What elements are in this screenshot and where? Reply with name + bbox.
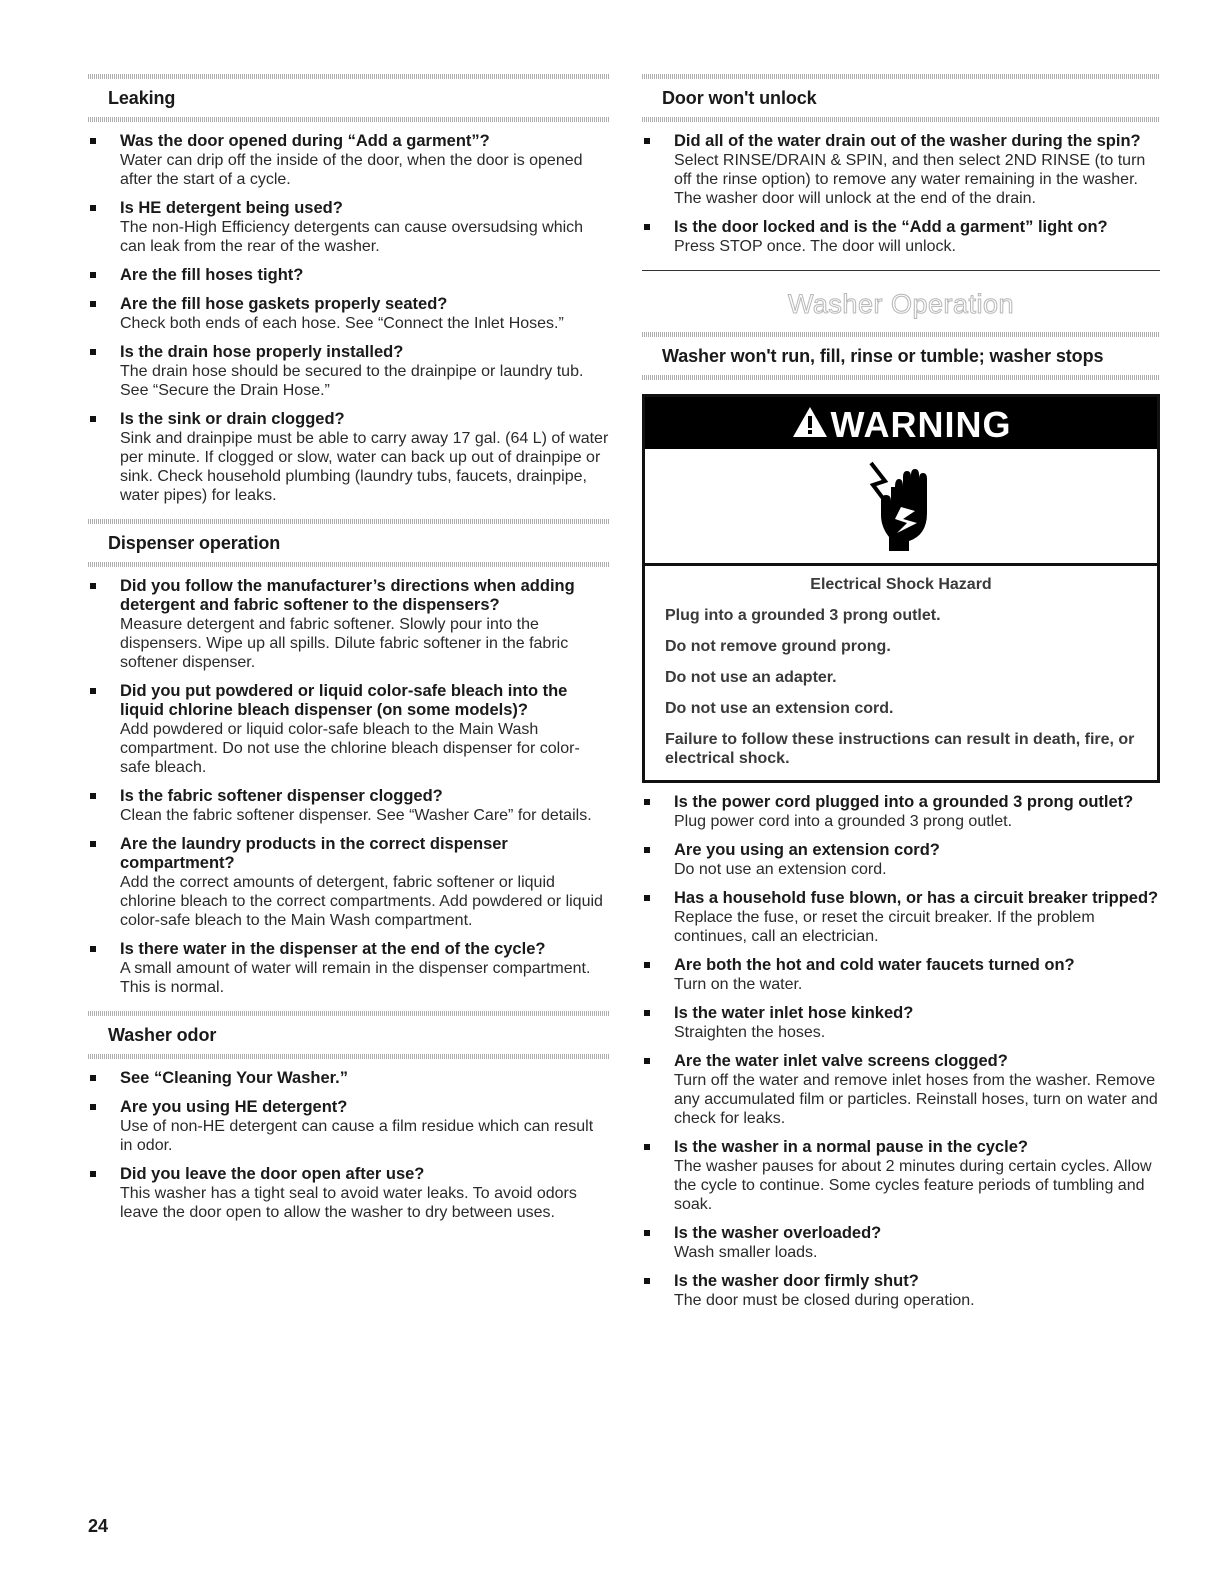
list-item: [88, 199, 610, 256]
list-item: [88, 266, 610, 285]
answer: The door must be closed during operation.: [674, 1292, 975, 1309]
list-item: [88, 682, 610, 777]
answer: Clean the fabric softener dispenser. See “Washer Care” for details.: [120, 807, 592, 824]
bullet-icon: [90, 205, 96, 211]
question: Is the door locked and is the “Add a garment” light on?: [674, 218, 1108, 236]
section-door-wont-unlock: [642, 74, 1160, 256]
warning-line: Plug into a grounded 3 prong outlet.: [665, 607, 941, 624]
list-item: [642, 218, 1160, 256]
list-item: [88, 343, 610, 400]
answer: Press STOP once. The door will unlock.: [674, 238, 956, 255]
question: Did you leave the door open after use?: [120, 1165, 425, 1183]
item-list: [642, 132, 1160, 256]
section-leaking: [88, 74, 610, 505]
question: Are the fill hoses tight?: [120, 266, 304, 284]
question: Has a household fuse blown, or has a circuit breaker tripped?: [674, 889, 1159, 907]
question: Are the water inlet valve screens clogged?: [674, 1052, 1008, 1070]
bullet-icon: [90, 841, 96, 847]
bullet-icon: [90, 301, 96, 307]
section-title: Door won't unlock: [662, 88, 817, 108]
warning-content: [645, 563, 1157, 780]
bullet-icon: [90, 272, 96, 278]
list-item: [642, 793, 1160, 831]
question: Is the washer overloaded?: [674, 1224, 882, 1242]
question: Are both the hot and cold water faucets turned on?: [674, 956, 1075, 974]
question: Are the laundry products in the correct dispenser compartment?: [120, 835, 508, 872]
list-item: [642, 1224, 1160, 1262]
list-item: [642, 889, 1160, 946]
list-item: [88, 132, 610, 189]
divider: [642, 270, 1160, 271]
question: Is the power cord plugged into a grounded 3 prong outlet?: [674, 793, 1134, 811]
page-number: 24: [88, 1516, 109, 1536]
section-rule-bottom: [88, 562, 610, 567]
item-list: [88, 1069, 610, 1222]
question: Did you follow the manufacturer’s directions when adding detergent and fabric softener to the dispensers?: [120, 577, 575, 614]
section-title: Dispenser operation: [108, 533, 281, 553]
bullet-icon: [644, 799, 650, 805]
answer: Add the correct amounts of detergent, fabric softener or liquid chlorine bleach to the correct compartments. Add powdered or liquid color-safe bleach to the Main Wash compartment.: [120, 874, 603, 929]
section-rule-top: [642, 332, 1160, 337]
question: Are the fill hose gaskets properly seated?: [120, 295, 448, 313]
answer: Measure detergent and fabric softener. Slowly pour into the dispensers. Wipe up all spills. Dilute fabric softener in the fabric softener dispenser.: [120, 616, 569, 671]
electrical-shock-icon: [861, 457, 941, 556]
list-item: [88, 577, 610, 672]
warning-line: Do not use an extension cord.: [665, 700, 894, 717]
bullet-icon: [90, 138, 96, 144]
section-rule-top: [88, 1011, 610, 1016]
answer: Check both ends of each hose. See “Connect the Inlet Hoses.”: [120, 315, 564, 332]
item-list: [88, 132, 610, 505]
section-rule-bottom: [642, 375, 1160, 380]
question: Is the water inlet hose kinked?: [674, 1004, 914, 1022]
bullet-icon: [90, 583, 96, 589]
answer: This washer has a tight seal to avoid water leaks. To avoid odors leave the door open to allow the washer to dry between uses.: [120, 1185, 577, 1221]
question: Is HE detergent being used?: [120, 199, 343, 217]
list-item: [88, 835, 610, 930]
question: See “Cleaning Your Washer.”: [120, 1069, 349, 1087]
bullet-icon: [90, 688, 96, 694]
question: Are you using HE detergent?: [120, 1098, 348, 1116]
question: Was the door opened during “Add a garment”?: [120, 132, 490, 150]
list-item: [88, 787, 610, 825]
bullet-icon: [90, 1171, 96, 1177]
answer: A small amount of water will remain in the dispenser compartment. This is normal.: [120, 960, 591, 996]
bullet-icon: [644, 1058, 650, 1064]
answer: Select RINSE/DRAIN & SPIN, and then select 2ND RINSE (to turn off the rinse option) to remove any water remaining in the washer. The washer door will unlock at the end of the drain.: [674, 152, 1146, 207]
answer: The drain hose should be secured to the drainpipe or laundry tub. See “Secure the Drain Hose.”: [120, 363, 584, 399]
list-item: [642, 1272, 1160, 1310]
bullet-icon: [644, 138, 650, 144]
answer: Wash smaller loads.: [674, 1244, 818, 1261]
bullet-icon: [90, 1075, 96, 1081]
warning-label: WARNING: [830, 404, 1012, 445]
warning-icon-band: [645, 449, 1157, 563]
list-item: [88, 940, 610, 997]
question: Is the washer door firmly shut?: [674, 1272, 919, 1290]
warning-triangle-icon: [791, 399, 829, 455]
question: Is there water in the dispenser at the end of the cycle?: [120, 940, 546, 958]
bullet-icon: [90, 349, 96, 355]
list-item: [642, 1138, 1160, 1214]
list-item: [88, 1069, 610, 1088]
question: Are you using an extension cord?: [674, 841, 940, 859]
section-rule-bottom: [88, 1054, 610, 1059]
section-rule-bottom: [642, 117, 1160, 122]
question: Did all of the water drain out of the washer during the spin?: [674, 132, 1141, 150]
answer: Replace the fuse, or reset the circuit breaker. If the problem continues, call an electrician.: [674, 909, 1095, 945]
bullet-icon: [644, 1278, 650, 1284]
list-item: [642, 841, 1160, 879]
question: Did you put powdered or liquid color-safe bleach into the liquid chlorine bleach dispenser (on some models)?: [120, 682, 568, 719]
list-item: [88, 1165, 610, 1222]
section-rule-bottom: [88, 117, 610, 122]
section-rule-top: [642, 74, 1160, 79]
answer: Straighten the hoses.: [674, 1024, 826, 1041]
bullet-icon: [90, 946, 96, 952]
left-column: [88, 74, 610, 1236]
item-list: [88, 577, 610, 997]
warning-line: Do not use an adapter.: [665, 669, 837, 686]
list-item: [642, 1052, 1160, 1128]
question: Is the sink or drain clogged?: [120, 410, 345, 428]
list-item: [642, 132, 1160, 208]
bullet-icon: [90, 1104, 96, 1110]
warning-box: [642, 394, 1160, 783]
answer: The non-High Efficiency detergents can cause oversudsing which can leak from the rear of the washer.: [120, 219, 584, 255]
bullet-icon: [90, 793, 96, 799]
list-item: [88, 1098, 610, 1155]
answer: Add powdered or liquid color-safe bleach to the Main Wash compartment. Do not use the chlorine bleach dispenser for color-safe bleach.: [120, 721, 580, 776]
list-item: [88, 410, 610, 505]
section-washer-odor: [88, 1011, 610, 1222]
section-washer-wont-run: [642, 332, 1160, 380]
bullet-icon: [90, 416, 96, 422]
list-item: [642, 956, 1160, 994]
section-dispenser-operation: [88, 519, 610, 997]
bullet-icon: [644, 1010, 650, 1016]
warning-subtitle: Electrical Shock Hazard: [810, 576, 992, 593]
answer: The washer pauses for about 2 minutes during certain cycles. Allow the cycle to continue. Some cycles feature periods of tumbling and soak.: [674, 1158, 1152, 1213]
bullet-icon: [644, 224, 650, 230]
section-rule-top: [88, 519, 610, 524]
bullet-icon: [644, 1230, 650, 1236]
bullet-icon: [644, 1144, 650, 1150]
warning-line: Failure to follow these instructions can result in death, fire, or electrical shock.: [665, 731, 1135, 767]
answer: Turn on the water.: [674, 976, 803, 993]
bullet-icon: [644, 962, 650, 968]
list-item: [642, 1004, 1160, 1042]
bullet-icon: [644, 895, 650, 901]
section-title: Washer odor: [108, 1025, 217, 1045]
answer: Turn off the water and remove inlet hoses from the washer. Remove any accumulated film or particles. Reinstall hoses, turn on water and check for leaks.: [674, 1072, 1158, 1127]
bullet-icon: [644, 847, 650, 853]
list-item: [88, 295, 610, 333]
section-title: Washer won't run, fill, rinse or tumble; washer stops: [662, 346, 1104, 366]
answer: Water can drip off the inside of the door, when the door is opened after the start of a cycle.: [120, 152, 583, 188]
section-rule-top: [88, 74, 610, 79]
warning-line: Do not remove ground prong.: [665, 638, 891, 655]
answer: Sink and drainpipe must be able to carry away 17 gal. (64 L) of water per minute. If clogged or slow, water can back up out of drainpipe or sink. Check household plumbing (laundry tubs, faucets, drainpipe, water pipes) for leaks.: [120, 430, 609, 504]
page-section-heading: Washer Operation: [787, 289, 1015, 319]
question: Is the washer in a normal pause in the cycle?: [674, 1138, 1028, 1156]
right-column: [642, 74, 1160, 1310]
answer: Plug power cord into a grounded 3 prong outlet.: [674, 813, 1013, 830]
question: Is the drain hose properly installed?: [120, 343, 404, 361]
item-list: [642, 793, 1160, 1310]
question: Is the fabric softener dispenser clogged?: [120, 787, 443, 805]
section-title: Leaking: [108, 88, 176, 108]
answer: Do not use an extension cord.: [674, 861, 887, 878]
warning-header: [645, 397, 1157, 449]
answer: Use of non-HE detergent can cause a film residue which can result in odor.: [120, 1118, 594, 1154]
